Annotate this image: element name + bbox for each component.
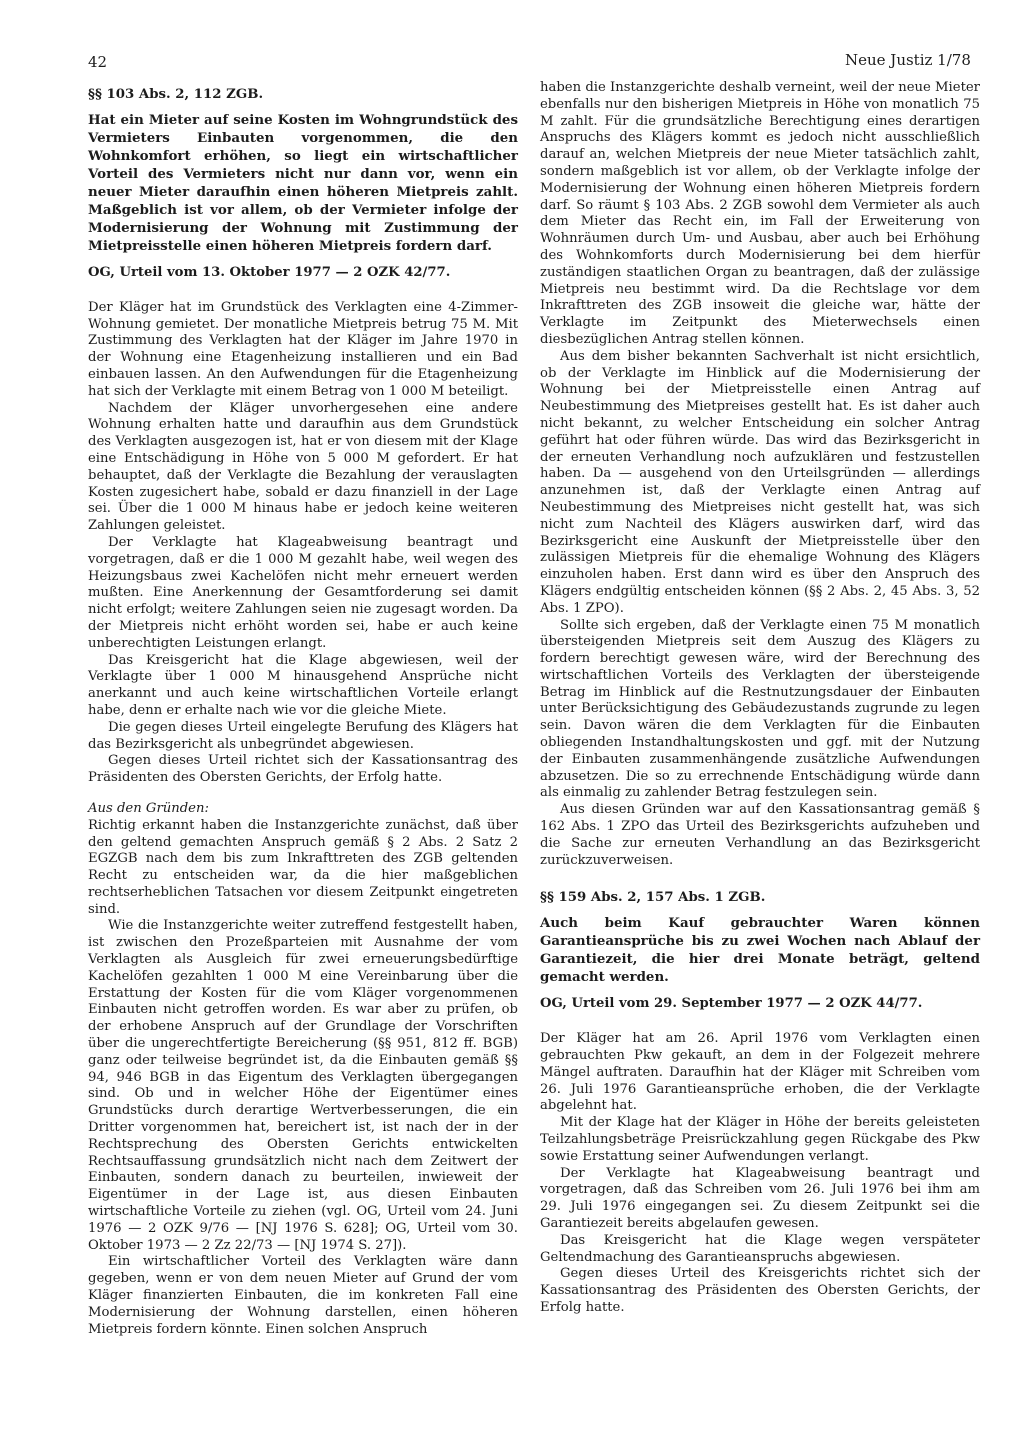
paragraph: Ein wirtschaftlicher Vorteil des Verklagten wäre dann gegeben, wenn er von dem neuen Mieter auf Grund der vom Kläger finanzierten Einbauten, die im konkreten Fall eine Modernisierung der Wohnung darstellen, einen höheren Mietpreis fordern könnte. Einen solchen Anspruch <box>88 1254 518 1337</box>
paragraph: Wie die Instanzgerichte weiter zutreffend festgestellt haben, ist zwischen den Prozeßparteien mit Ausnahme der vom Verklagten als Ausgleich für zwei erneuerungsbedürftige Kachelöfen gezahlten 1 000 M eine Vereinbarung über die Erstattung der Kosten für die vom Kläger vorgenommenen Einbauten nicht getroffen worden. Es war aber zu prüfen, ob der erhobene Anspruch auf der Grundlage der Vorschriften über die ungerechtfertigte Bereicherung (§§ 951, 812 ff. BGB) ganz oder teilweise begründet ist, da die Einbauten gemäß §§ 94, 946 BGB in das Eigentum des Verklagten übergegangen sind. Ob und in welcher Höhe der Eigentümer eines Grundstücks durch derartige Wertverbesserungen, die ein Dritter vorgenommen hat, bereichert ist, ist nach der in der Rechtsprechung des Obersten Gerichts entwickelten Rechtsauffassung grundsätzlich nicht nach dem Zeitwert der Einbauten, sondern danach zu beurteilen, inwieweit der Eigentümer in der Lage ist, aus diesen Einbauten wirtschaftliche Vorteile zu ziehen (vgl. OG, Urteil vom 24. Juni 1976 — 2 OZK 9/76 — [NJ 1976 S. 628]; OG, Urteil vom 30. Oktober 1973 — 2 Zz 22/73 — [NJ 1974 S. 27]). <box>88 918 518 1253</box>
headnote: Hat ein Mieter auf seine Kosten im Wohngrundstück des Vermieters Einbauten vorgenommen, die den Wohnkomfort erhöhen, so liegt ein wirtschaftlicher Vorteil des Vermieters nicht nur dann vor, wenn ein neuer Mieter daraufhin einen höheren Mietpreis zahlt. Maßgeblich ist vor allem, ob der Vermieter infolge der Modernisierung der Wohnung mit Zustimmung der Mietpreisstelle einen höheren Mietpreis fordern darf. <box>88 112 518 254</box>
headnote: Auch beim Kauf gebrauchter Waren können Garantieansprüche bis zu zwei Wochen nach Ablauf der Garantiezeit, die hier drei Monate beträgt, geltend gemacht werden. <box>540 915 980 986</box>
left-column <box>88 80 518 1338</box>
paragraph: Sollte sich ergeben, daß der Verklagte einen 75 M monatlich übersteigenden Mietpreis seit dem Auszug des Klägers zu fordern berechtigt gewesen wäre, wird der Berechnung des wirtschaftlichen Vorteils des Verklagten der übersteigende Betrag im Hinblick auf die Restnutzungsdauer der Einbauten unter Berücksichtigung des Gebäudezustands zugrunde zu legen sein. Davon wären die dem Verklagten für die Einbauten obliegenden Instandhaltungskosten und ggf. mit der Nutzung der Einbauten zusammenhängende zusätzliche Aufwendungen abzusetzen. Die so zu errechnende Entschädigung würde dann als einmalig zu zahlender Betrag festzulegen sein. <box>540 617 980 801</box>
paragraph: Das Kreisgericht hat die Klage abgewiesen, weil der Verklagte über 1 000 M hinausgehend Ansprüche nicht anerkannt und auch keine wirtschaftlichen Vorteile erlangt habe, denn er erhalte nach wie vor die gleiche Miete. <box>88 652 518 718</box>
paragraph: Aus dem bisher bekannten Sachverhalt ist nicht ersichtlich, ob der Verklagte im Hinblick auf die Modernisierung der Wohnung bei der Mietpreisstelle einen Antrag auf Neubestimmung des Mietpreises gestellt hat. Es ist daher auch nicht bekannt, zu welcher Entscheidung ein solcher Antrag geführt hat oder führen würde. Das wird das Bezirksgericht in der erneuten Verhandlung noch aufzuklären und festzustellen haben. Da — ausgehend von den Urteilsgründen — allerdings anzunehmen ist, daß der Verklagte einen Antrag auf Neubestimmung des Mietpreises nicht gestellt hat, was sich nicht zum Nachteil des Klägers auswirken darf, wird das Bezirksgericht eine Auskunft der Mietpreisstelle über den zulässigen Mietpreis für die ehemalige Wohnung des Klägers einzuholen haben. Erst dann wird es über den Anspruch des Klägers endgültig entscheiden können (§§ 2 Abs. 2, 45 Abs. 3, 52 Abs. 1 ZPO). <box>540 348 980 616</box>
paragraph: Der Kläger hat im Grundstück des Verklagten eine 4-Zimmer-Wohnung gemietet. Der monatliche Mietpreis betrug 75 M. Mit Zustimmung des Verklagten hat der Kläger im Jahre 1970 in der Wohnung eine Etagenheizung installieren und ein Bad einbauen lassen. An den Aufwendungen für die Etagenheizung hat sich der Verklagte mit einem Betrag von 1 000 M beteiligt. <box>88 299 518 399</box>
paragraph: Richtig erkannt haben die Instanzgerichte zunächst, daß über den geltend gemachten Anspruch gemäß § 2 Abs. 2 Satz 2 EGZGB nach dem bis zum Inkrafttreten des ZGB geltenden Recht zu entscheiden war, da die hier maßgeblichen rechtserheblichen Tatsachen vor diesem Zeitpunkt eingetreten sind. <box>88 817 518 917</box>
paragraph: Der Verklagte hat Klageabweisung beantragt und vorgetragen, daß das Schreiben vom 26. Juli 1976 bei ihm am 29. Juli 1976 eingegangen sei. Zu diesem Zeitpunkt sei die Garantiezeit bereits abgelaufen gewesen. <box>540 1165 980 1232</box>
paragraph: Der Kläger hat am 26. April 1976 vom Verklagten einen gebrauchten Pkw gekauft, an dem in der Folgezeit mehrere Mängel auftraten. Daraufhin hat der Kläger mit Schreiben vom 26. Juli 1976 Garantieansprüche erhoben, die der Verklagte abgelehnt hat. <box>540 1031 980 1114</box>
right-column <box>540 80 980 1317</box>
paragraph: Gegen dieses Urteil des Kreisgerichts richtet sich der Kassationsantrag des Präsidenten des Obersten Gerichts, der Erfolg hatte. <box>540 1266 980 1315</box>
paragraph: haben die Instanzgerichte deshalb verneint, weil der neue Mieter ebenfalls nur den bisherigen Mietpreis in Höhe von monatlich 75 M zahlt. Für die grundsätzliche Berechtigung eines derartigen Anspruchs des Klägers kommt es jedoch nicht ausschließlich darauf an, welchen Mietpreis der neue Mieter tatsächlich zahlt, sondern maßgeblich ist vor allem, ob der Verklagte infolge der Modernisierung der Wohnung einen höheren Mietpreis fordern darf. So räumt § 103 Abs. 2 ZGB sowohl dem Vermieter als auch dem Mieter das Recht ein, im Fall der Erweiterung von Wohnräumen durch Um- und Ausbau, aber auch bei Erhöhung des Wohnkomforts durch Modernisierung bei dem hierfür zuständigen staatlichen Organ zu beantragen, daß der zulässige Mietpreis neu bestimmt wird. Da die Rechtslage vor dem Inkrafttreten des ZGB insoweit die gleiche war, hätte der Verklagte im Zeitpunkt des Mieterwechsels einen diesbezüglichen Antrag stellen können. <box>540 80 980 347</box>
running-head: Neue Justiz 1/78 <box>845 51 971 69</box>
reasons-heading: Aus den Gründen: <box>88 800 209 816</box>
paragraph: Mit der Klage hat der Kläger in Höhe der bereits geleisteten Teilzahlungsbeträge Preisrückzahlung gegen Rückgabe des Pkw sowie Erstattung seiner Aufwendungen verlangt. <box>540 1115 980 1164</box>
paragraph: Nachdem der Kläger unvorhergesehen eine andere Wohnung erhalten hatte und daraufhin aus dem Grundstück des Verklagten ausgezogen ist, hat er von diesem mit der Klage eine Entschädigung in Höhe von 5 000 M gefordert. Er hat behauptet, daß der Verklagte die Bezahlung der verauslagten Kosten zugesichert habe, sobald er dazu finanziell in der Lage sei. Über die 1 000 M hinaus habe er jedoch keine weiteren Zahlungen geleistet. <box>88 400 518 534</box>
paragraph: Aus diesen Gründen war auf den Kassationsantrag gemäß § 162 Abs. 1 ZPO das Urteil des Bezirksgerichts aufzuheben und die Sache zur erneuten Verhandlung an das Bezirksgericht zurückzuverweisen. <box>540 802 980 868</box>
paragraph: Gegen dieses Urteil richtet sich der Kassationsantrag des Präsidenten des Obersten Gerichts, der Erfolg hatte. <box>88 753 518 786</box>
paragraph: Die gegen dieses Urteil eingelegte Berufung des Klägers hat das Bezirksgericht als unbegründet abgewiesen. <box>88 719 518 752</box>
paragraph: Der Verklagte hat Klageabweisung beantragt und vorgetragen, daß er die 1 000 M gezahlt habe, weil wegen des Heizungsbaus zwei Kachelöfen nicht mehr erneuert werden mußten. Eine Anerkennung der Gesamtforderung sei damit nicht erfolgt; weitere Zahlungen seien nie zugesagt worden. Da der Mietpreis nicht erhöht worden sei, habe er auch keine unberechtigten Leistungen erlangt. <box>88 534 518 651</box>
court-citation: OG, Urteil vom 29. September 1977 — 2 OZK 44/77. <box>540 996 923 1012</box>
section-heading: §§ 159 Abs. 2, 157 Abs. 1 ZGB. <box>540 890 766 906</box>
section-heading: §§ 103 Abs. 2, 112 ZGB. <box>88 87 264 102</box>
paragraph: Das Kreisgericht hat die Klage wegen verspäteter Geltendmachung des Garantieanspruchs abgewiesen. <box>540 1232 980 1265</box>
court-citation: OG, Urteil vom 13. Oktober 1977 — 2 OZK 42/77. <box>88 265 451 280</box>
page-number: 42 <box>88 53 108 71</box>
